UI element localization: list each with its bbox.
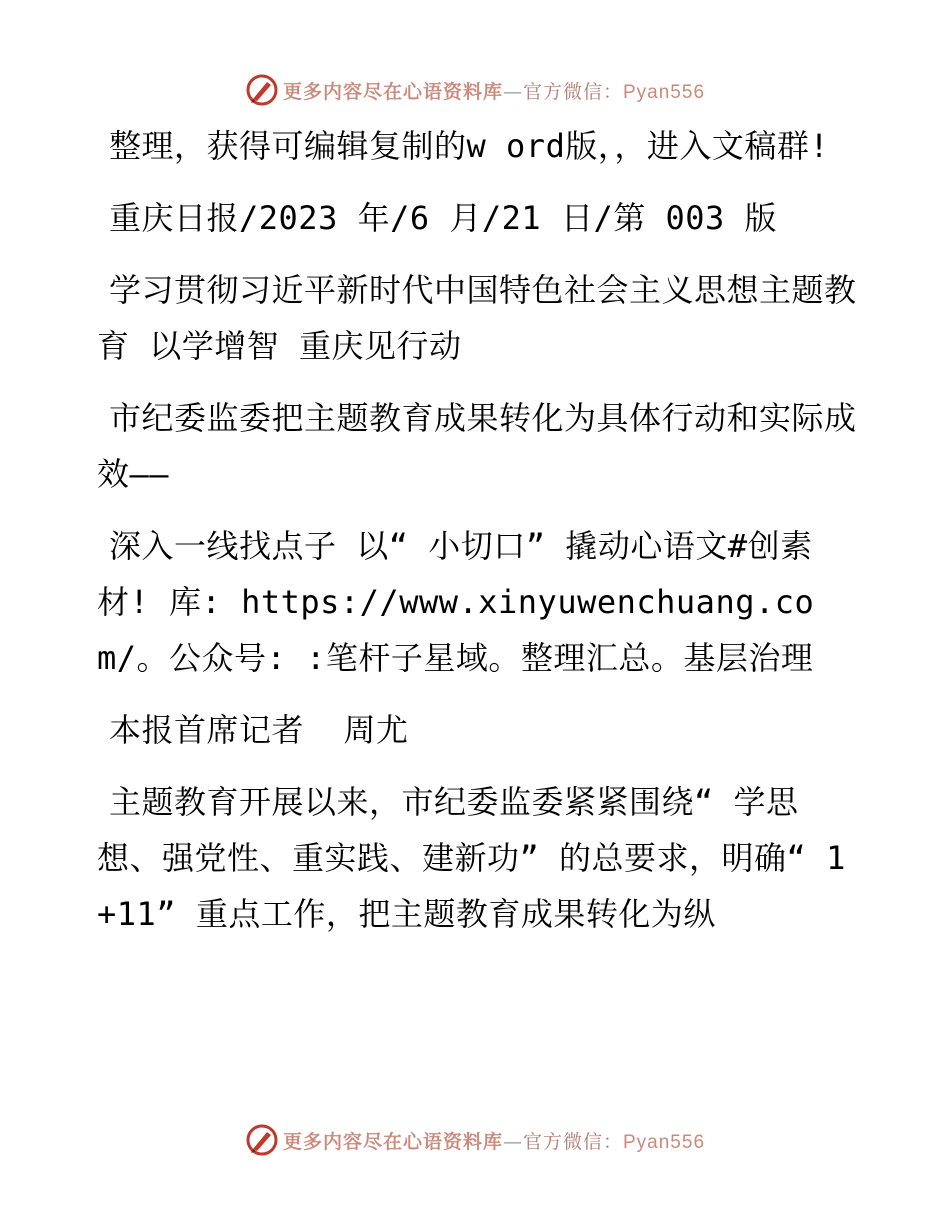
pen-logo-icon — [245, 1123, 279, 1157]
paragraph-byline: 本报首席记者 周尤 — [109, 711, 409, 749]
watermark-text — [283, 77, 705, 104]
watermark-footer — [0, 1120, 950, 1160]
paragraph-intro: 整理，获得可编辑复制的w ord版，，进入文稿群! — [109, 127, 830, 165]
pen-logo-icon — [245, 73, 279, 107]
watermark-header — [0, 70, 950, 110]
paragraph-source: 重庆日报/2023 年/6 月/21 日/第 003 版 — [109, 199, 778, 237]
paragraph-series-title: 学习贯彻习近平新时代中国特色社会主义思想主题教育 以学增智 重庆见行动 — [97, 271, 857, 365]
paragraph-subheadline: 深入一线找点子 以“ 小切口” 撬动心语文#创素材! 库: https://www.xinyuwenchuang.com/。公众号: :笔杆子星域。整理汇总。基层治理 — [97, 527, 815, 677]
paragraph-headline: 市纪委监委把主题教育成果转化为具体行动和实际成效—— — [97, 399, 857, 493]
watermark-wechat-id: Pyan556 — [623, 81, 706, 103]
watermark-separator: — — [502, 80, 523, 103]
document-body — [97, 118, 857, 942]
watermark-separator: — — [502, 1130, 523, 1153]
watermark-main: 更多内容尽在心语资料库 — [282, 1130, 503, 1153]
watermark-contact-label: 官方微信： — [522, 80, 623, 103]
watermark-contact-label: 官方微信： — [522, 1130, 623, 1153]
watermark-wechat-id: Pyan556 — [623, 1131, 706, 1153]
paragraph-body: 主题教育开展以来，市纪委监委紧紧围绕“ 学思想、强党性、重实践、建新功” 的总要求，明确“ 1+11” 重点工作，把主题教育成果转化为纵 — [97, 783, 846, 933]
watermark-main: 更多内容尽在心语资料库 — [282, 80, 503, 103]
watermark-text — [283, 1127, 705, 1154]
